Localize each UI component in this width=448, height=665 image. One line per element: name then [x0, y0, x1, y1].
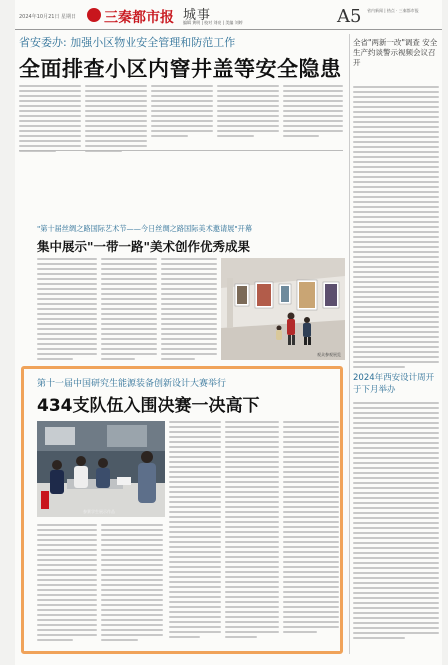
gallery-photo-illustration [221, 258, 345, 360]
article3-body-col2 [101, 524, 163, 644]
masthead-right-note: 省内新闻 | 热点 · 三秦都市报 [367, 8, 419, 13]
masthead-rule [15, 29, 442, 30]
article3-photo [37, 421, 165, 517]
article1-body-col1 [19, 85, 81, 155]
article2-photo [221, 258, 345, 360]
newspaper-logo [87, 5, 177, 25]
article3-photo-caption: 参赛学生展示作品 [83, 509, 115, 514]
article3-body-col1 [37, 524, 97, 644]
competition-photo-illustration [37, 421, 165, 517]
newspaper-page [15, 0, 442, 665]
sidebar-headline-2: 2024年西安设计周开于下月举办 [353, 373, 435, 395]
article3-kicker: 第十一届中国研究生能源装备创新设计大赛举行 [37, 379, 227, 389]
article3-headline: 434支队伍入围决赛一决高下 [37, 396, 260, 416]
article1-bottom-rule [19, 150, 343, 151]
logo-text: 三秦都市报 [104, 10, 174, 26]
sidebar-divider [349, 34, 350, 654]
sidebar-story1-body [353, 86, 439, 371]
editors-line: 编辑 黄明 | 校对 刘亮 | 美编 刘婷 [183, 20, 243, 25]
article2-body-col3 [161, 258, 217, 363]
article2-body-col2 [101, 258, 157, 363]
article3-body-col3 [169, 421, 221, 641]
page-number: A5 [337, 6, 362, 27]
article3-body-col4 [225, 421, 279, 641]
sidebar-story2-body [353, 402, 439, 642]
section-title: 城事 [183, 8, 212, 23]
issue-date: 2024年10月21日 星期日 [19, 14, 77, 20]
article3-body-col5 [283, 421, 339, 636]
article1-headline: 全面排查小区内窨井盖等安全隐患 [19, 57, 342, 81]
article1-kicker: 省安委办: 加强小区物业安全管理和防范工作 [19, 36, 236, 49]
article2-kicker: "第十届丝绸之路国际艺术节——今日丝绸之路国际美术邀请展"开幕 [37, 224, 253, 233]
sidebar-headline-1: 全省"两新一改"调查 安全生产约谈警示视频会议召开 [353, 38, 438, 67]
article2-photo-caption: 观众参观展览 [317, 352, 341, 357]
article1-body-col4 [217, 85, 279, 140]
logo-emblem-icon [87, 8, 101, 22]
article2-body-col1 [37, 258, 97, 363]
article1-body-col3 [151, 85, 213, 140]
article2-headline: 集中展示"一带一路"美术创作优秀成果 [37, 239, 251, 254]
article1-body-col5 [283, 85, 343, 140]
article1-body-col2 [85, 85, 147, 155]
